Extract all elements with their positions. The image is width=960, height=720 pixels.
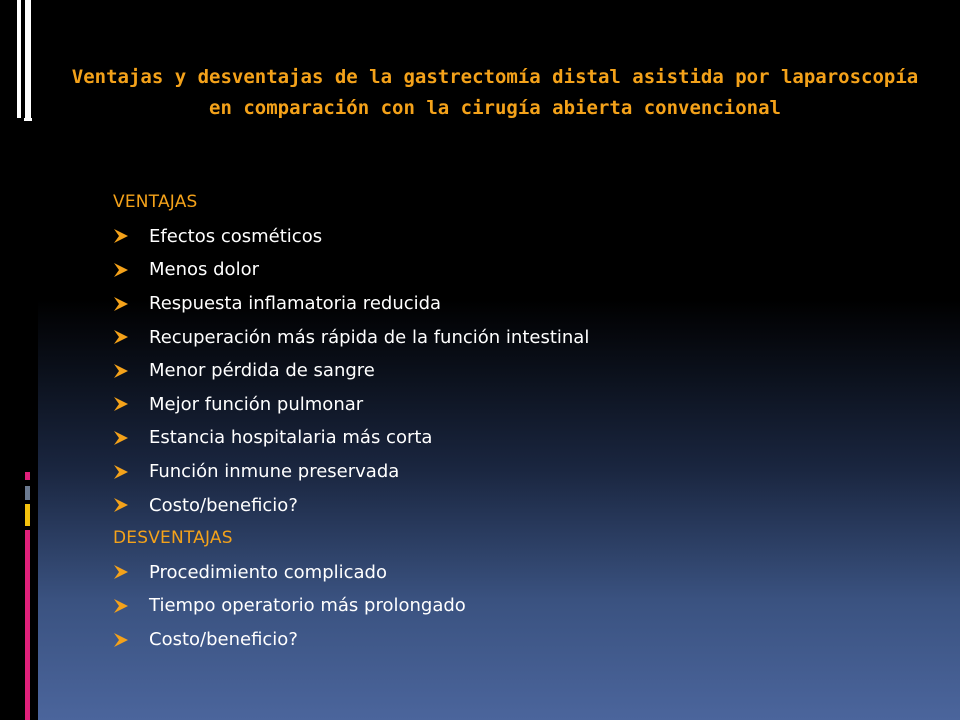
arrowhead-bullet-icon	[113, 354, 149, 388]
section-heading: DESVENTAJAS	[113, 527, 233, 548]
list-item	[113, 354, 933, 388]
arrowhead-bullet-icon	[113, 220, 149, 254]
decorative-stripe	[25, 530, 30, 720]
list-item-text: Menos dolor	[149, 259, 259, 281]
list-item-text: Costo/beneficio?	[149, 494, 298, 516]
list-item-text: Procedimiento complicado	[149, 561, 387, 583]
list-item	[113, 388, 933, 422]
list-item-text: Recuperación más rápida de la función intestinal	[149, 326, 590, 348]
list-item	[113, 287, 933, 321]
arrowhead-bullet-icon	[113, 455, 149, 489]
arrowhead-bullet-icon	[113, 623, 149, 657]
list-item	[113, 421, 933, 455]
list-item	[113, 220, 933, 254]
list-item	[113, 488, 933, 522]
arrowhead-bullet-icon	[113, 589, 149, 623]
arrowhead-bullet-icon	[113, 320, 149, 354]
arrowhead-bullet-icon	[113, 421, 149, 455]
list-item-text: Costo/beneficio?	[149, 629, 298, 651]
list-item	[113, 623, 933, 657]
decorative-stripe	[25, 472, 30, 480]
list-item	[113, 320, 933, 354]
slide-body	[113, 186, 933, 656]
list-item	[113, 455, 933, 489]
list-item	[113, 556, 933, 590]
arrowhead-bullet-icon	[113, 253, 149, 287]
arrowhead-bullet-icon	[113, 388, 149, 422]
list-item-text: Tiempo operatorio más prolongado	[149, 595, 466, 617]
decorative-stripe	[25, 486, 30, 500]
decorative-stripe	[25, 121, 31, 123]
list-item-text: Estancia hospitalaria más corta	[149, 427, 433, 449]
decorative-stripe	[25, 504, 30, 526]
list-item-text: Mejor función pulmonar	[149, 393, 364, 415]
section-heading: VENTAJAS	[113, 192, 198, 212]
list-item-text: Respuesta inflamatoria reducida	[149, 293, 442, 315]
list-item-text: Menor pérdida de sangre	[149, 360, 375, 382]
list-item	[113, 589, 933, 623]
slide-title: Ventajas y desventajas de la gastrectomía distal asistida por laparoscopía en comparación con la cirugía abierta convencional	[71, 66, 919, 119]
list-item-text: Efectos cosméticos	[149, 225, 323, 247]
list-item-text: Función inmune preservada	[149, 461, 400, 483]
arrowhead-bullet-icon	[113, 488, 149, 522]
decorative-stripe	[25, 0, 31, 118]
decorative-stripe	[17, 0, 21, 118]
arrowhead-bullet-icon	[113, 287, 149, 321]
arrowhead-bullet-icon	[113, 556, 149, 590]
list-item	[113, 253, 933, 287]
